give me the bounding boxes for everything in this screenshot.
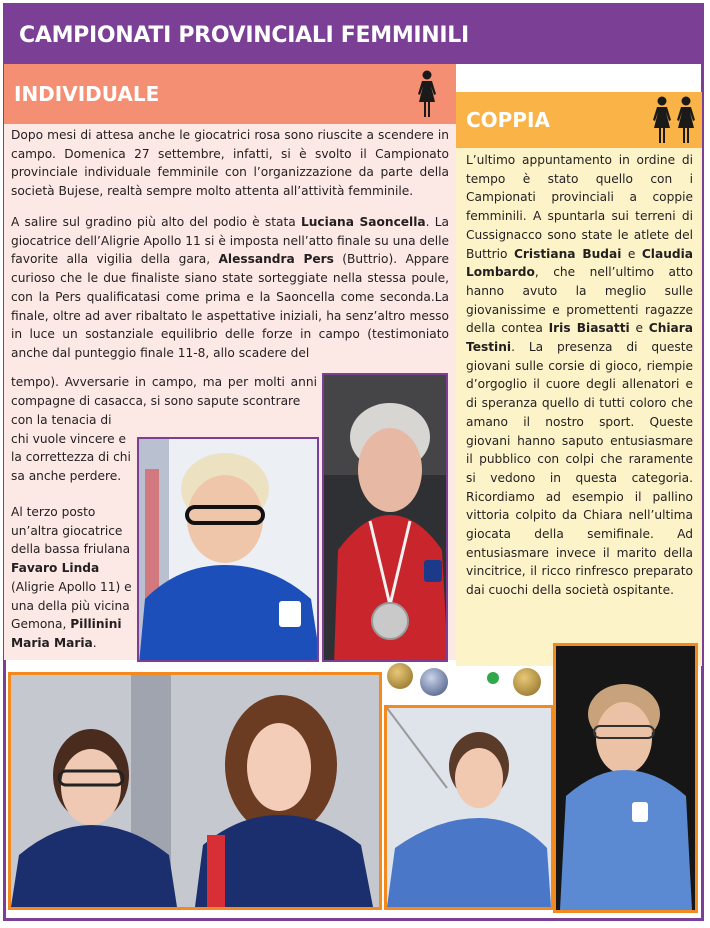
individuale-p3: Al terzo posto un’altra giocatrice della bassa friulana Favaro Linda (Aligrie Apollo 11) e una della più vicina Gemona, Pillinini Maria Maria. [11, 505, 132, 650]
bocce-ball-icon [387, 663, 413, 689]
photo-alessandra-pers [137, 437, 319, 662]
section-title: INDIVIDUALE [14, 82, 160, 106]
section-header-individuale [4, 64, 456, 124]
spacer [458, 67, 701, 95]
woman-figure-icon [416, 70, 438, 118]
photo-budai-lombardo-1 [384, 705, 554, 910]
two-women-figures-icon [650, 96, 698, 144]
individuale-p2-cont: tempo). Avversarie in campo, ma per molti anni compagne di casacca, si sono sapute scontrare [11, 375, 317, 408]
individuale-p1: Dopo mesi di attesa anche le giocatrici rosa sono riuscite a scendere in campo. Domenica 27 settembre, infatti, si è svolto il Campionato provinciale individuale femminile con l’organizzazione da parte della società Bujese, realtà sempre molto attenta all’attività femminile. [11, 128, 449, 199]
bocce-ball-icon [513, 668, 541, 696]
coppia-text: L’ultimo appuntamento in ordine di tempo è stato quello con i Campionati provinciali a coppie femminili. A spuntarla sui terreni di Cussignacco sono state le atlete del Buttrio Cristiana Budai e Claudia Lombardo, che nell’ultimo atto hanno avuto la meglio sulle giovanissime e promettenti ragazze della contea Iris Biasatti e Chiara Testini. La presenza di queste giovani sulle corsie di gioco, riempie d’orgoglio il cuore degli allenatori e di speranza quello di tutti coloro che amano il nostro sport. Queste giovani hanno saputo entusiasmare il pubblico con colpi che raramente si vedono in questa categoria. Ricordiamo ad esempio il pallino vittoria colpito da Chiara nell’ultima giocata della semifinale. Ad entusiasmare invece il marito della vincitrice, il ricco rinfresco preparato dai cuochi della società ospitante. [466, 153, 694, 598]
page-title: CAMPIONATI PROVINCIALI FEMMINILI [6, 6, 701, 64]
photo-luciana-saoncella [322, 373, 448, 662]
individuale-p2: A salire sul gradino più alto del podio è stata Luciana Saoncella. La giocatrice dell’Aligrie Apollo 11 si è imposta nell’atto finale su una delle favorite alla vigilia della gara, Alessandra Pers (Buttrio). Appare curioso che le due finaliste siano state sorteggiate nella stessa poule, con la Pers qualificatasi come prima e la Saoncella come seconda.La finale, oltre ad aver ribaltato le aspettative iniziali, ha senz’altro messo in luce un sostanziale equilibrio delle forze in campo (testimoniato anche dal punteggio finale 11-8, allo scadere del [11, 215, 450, 360]
pallino-icon [487, 672, 499, 684]
section-title: COPPIA [466, 108, 550, 132]
photo-biasatti-testini [8, 672, 382, 910]
photo-budai-lombardo-2 [553, 643, 698, 913]
individuale-p2-end: con la tenacia di chi vuole vincere e la correttezza di chi sa anche perdere. [11, 413, 131, 484]
bocce-ball-icon [420, 668, 448, 696]
